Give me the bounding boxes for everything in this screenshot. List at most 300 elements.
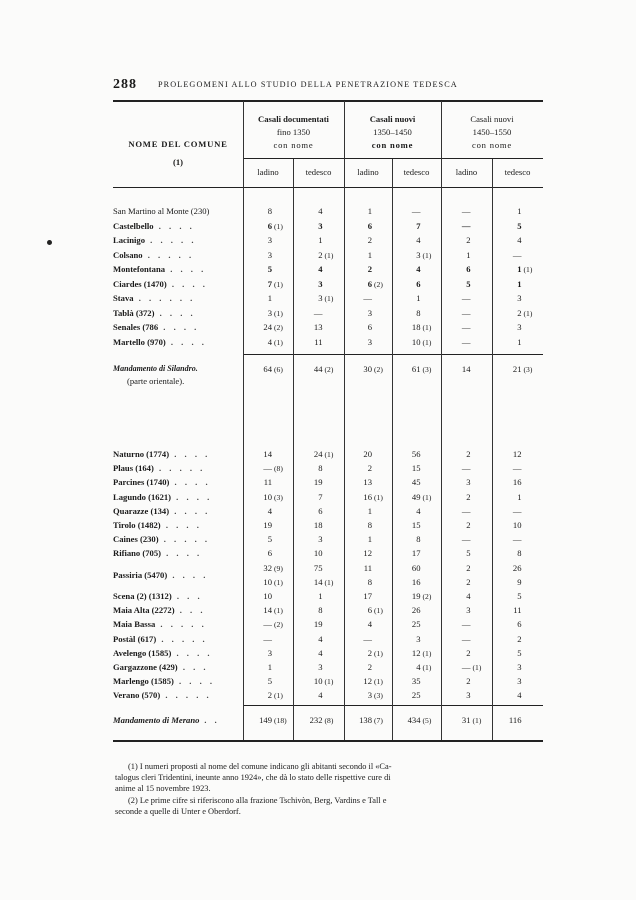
cell-value: 19 bbox=[313, 477, 323, 487]
cell-note: (1) bbox=[324, 450, 334, 459]
cell-value: 2 bbox=[466, 648, 471, 658]
comune-name bbox=[113, 690, 243, 700]
cell-value: 6 bbox=[367, 605, 372, 615]
subtotal1-top-rule bbox=[243, 354, 543, 355]
cell-value: 10 bbox=[263, 577, 272, 587]
cell-value: 1 bbox=[367, 250, 372, 260]
cell-value: 16 bbox=[512, 477, 522, 487]
dot-leader: . . . . bbox=[165, 264, 207, 274]
dot-leader: . . . . . bbox=[158, 534, 211, 544]
footnote-line: seconde a quelle di Unter e Oberdorf. bbox=[115, 807, 241, 816]
footnote-line: anime al 15 novembre 1923. bbox=[115, 784, 211, 793]
comune-name bbox=[113, 477, 243, 487]
cell-note: (1) bbox=[324, 294, 334, 303]
cell-note: (1) bbox=[324, 251, 334, 260]
cell-value: 2 bbox=[466, 563, 471, 573]
cell-value: 3 bbox=[416, 634, 421, 644]
cell-value: — bbox=[461, 337, 471, 347]
cell-value: 14 bbox=[263, 605, 272, 615]
cell-value: 64 bbox=[263, 364, 272, 374]
dot-leader: . . . . . bbox=[160, 690, 212, 700]
comune-name bbox=[113, 605, 243, 615]
cell-value: 6 bbox=[267, 548, 272, 558]
cell-note: (2) bbox=[274, 620, 283, 629]
dot-leader: . . . . bbox=[158, 322, 200, 332]
cell-value: 17 bbox=[411, 548, 421, 558]
cell-value: 149 bbox=[259, 715, 272, 725]
cell-note: (1) bbox=[274, 309, 283, 318]
cell-value: 2 bbox=[517, 634, 522, 644]
cell-value: 13 bbox=[313, 322, 323, 332]
comune-name bbox=[113, 463, 243, 473]
comune-label: Postàl (617) bbox=[113, 634, 157, 644]
cell-value: 17 bbox=[363, 591, 372, 601]
cell-value: 11 bbox=[363, 563, 372, 573]
cell-value: 35 bbox=[411, 676, 421, 686]
cell-value: 2 bbox=[466, 577, 471, 587]
cell-note: (2) bbox=[324, 365, 334, 374]
subtotal1-label: Mandamento di Silandro. bbox=[113, 364, 198, 373]
cell-value: — bbox=[512, 250, 522, 260]
cell-value: 2 bbox=[466, 520, 471, 530]
comune-name bbox=[113, 322, 243, 332]
cell-value: 14 bbox=[263, 449, 272, 459]
cell-note: (1) bbox=[274, 338, 283, 347]
cell-value: 2 bbox=[367, 648, 372, 658]
cell-value: 2 bbox=[267, 690, 272, 700]
cell-value: 18 bbox=[313, 520, 323, 530]
cell-note: (2) bbox=[374, 365, 383, 374]
cell-note: (1) bbox=[422, 663, 432, 672]
cell-note: (1) bbox=[374, 677, 383, 686]
cell-value: 5 bbox=[466, 279, 471, 289]
cell-note: (8) bbox=[274, 464, 283, 473]
cell-value: 3 bbox=[517, 293, 522, 303]
dot-leader: . . . . bbox=[165, 337, 207, 347]
comune-name bbox=[113, 648, 243, 658]
cell-note: (1) bbox=[274, 222, 283, 231]
group2-line3: con nome bbox=[371, 140, 414, 150]
dot-leader: . . . . . bbox=[153, 463, 206, 473]
comune-name bbox=[113, 279, 243, 289]
cell-value: 6 bbox=[466, 264, 471, 274]
header-bottom-rule bbox=[113, 187, 543, 188]
cell-value: — bbox=[461, 293, 471, 303]
cell-value: 1 bbox=[416, 293, 421, 303]
comune-label: Passiria (5470) bbox=[113, 570, 168, 580]
footnote-line: talogus cleri Tridentini, ineunte anno 1924», che dà lo stato delle rispettive cure di bbox=[115, 773, 391, 782]
footnote-line: (2) Le prime cifre si riferiscono alla frazione Tschivòn, Berg, Vardins e Tall e bbox=[128, 796, 387, 805]
col-rule-1 bbox=[243, 101, 244, 740]
cell-value: 8 bbox=[367, 577, 372, 587]
cell-value: 4 bbox=[318, 264, 323, 274]
cell-value: 75 bbox=[313, 563, 323, 573]
dot-leader: . . . . bbox=[171, 648, 213, 658]
cell-value: 45 bbox=[411, 477, 421, 487]
cell-value: 3 bbox=[318, 662, 323, 672]
comune-label: Maia Bassa bbox=[113, 619, 156, 629]
dot-leader: . . . . . bbox=[142, 250, 195, 260]
cell-value: 7 bbox=[267, 279, 272, 289]
comune-label: Parcines (1740) bbox=[113, 477, 170, 487]
comune-name bbox=[113, 634, 243, 644]
dot-leader: . . . . . bbox=[155, 619, 207, 629]
subtotal1-sublabel: (parte orientale). bbox=[127, 376, 185, 386]
col-rule-6 bbox=[492, 159, 493, 740]
cell-note: (2) bbox=[422, 592, 432, 601]
cell-value: 3 bbox=[517, 676, 522, 686]
cell-value: 24 bbox=[263, 322, 272, 332]
cell-value: — bbox=[461, 206, 471, 216]
cell-value: — bbox=[461, 463, 471, 473]
cell-value: 6 bbox=[517, 619, 522, 629]
cell-note: (1) bbox=[422, 323, 432, 332]
cell-value: 3 bbox=[318, 534, 323, 544]
cell-value: 13 bbox=[363, 477, 372, 487]
comune-label: Lagundo (1621) bbox=[113, 492, 172, 502]
cell-value: — bbox=[461, 506, 471, 516]
cell-value: — bbox=[263, 634, 272, 644]
cell-value: 5 bbox=[267, 264, 272, 274]
cell-value: 1 bbox=[367, 206, 372, 216]
group3-line1: Casali nuovi bbox=[470, 114, 514, 124]
comune-name bbox=[113, 506, 243, 516]
cell-value: 3 bbox=[267, 250, 272, 260]
cell-value: — bbox=[461, 662, 471, 672]
cell-value: 15 bbox=[411, 520, 421, 530]
cell-value: 31 bbox=[461, 715, 471, 725]
comune-label: Caines (230) bbox=[113, 534, 159, 544]
cell-value: 5 bbox=[466, 548, 471, 558]
cell-value: 10 bbox=[313, 548, 323, 558]
cell-value: 6 bbox=[416, 279, 421, 289]
col-rule-4 bbox=[392, 159, 393, 740]
cell-value: 3 bbox=[318, 221, 323, 231]
dot-leader: . . . bbox=[177, 662, 209, 672]
comune-name bbox=[113, 308, 243, 318]
dot-leader: . . . . bbox=[153, 221, 195, 231]
subheader-ladino-1: ladino bbox=[257, 167, 279, 177]
cell-value: 30 bbox=[363, 364, 372, 374]
cell-value: — bbox=[461, 221, 471, 231]
cell-note: (5) bbox=[422, 716, 432, 725]
cell-value: 7 bbox=[416, 221, 421, 231]
comune-label: Stava bbox=[113, 293, 134, 303]
cell-value: 20 bbox=[363, 449, 372, 459]
comune-name bbox=[113, 206, 243, 216]
comune-name bbox=[113, 492, 243, 502]
cell-value: 4 bbox=[466, 591, 471, 601]
table-bottom-rule bbox=[113, 740, 543, 742]
cell-value: 116 bbox=[508, 715, 522, 725]
dot-leader: . . . . bbox=[169, 449, 211, 459]
cell-value: 6 bbox=[367, 279, 372, 289]
cell-value: 4 bbox=[517, 235, 522, 245]
dot-leader: . . . . bbox=[169, 477, 211, 487]
cell-note: (1) bbox=[523, 309, 533, 318]
cell-value: 15 bbox=[411, 463, 421, 473]
cell-value: 11 bbox=[513, 605, 522, 615]
comune-label: Mandamento di Merano bbox=[113, 715, 200, 725]
cell-value: 4 bbox=[416, 506, 421, 516]
cell-value: 8 bbox=[517, 548, 522, 558]
cell-note: (1) bbox=[422, 251, 432, 260]
cell-value: 8 bbox=[267, 206, 272, 216]
cell-note: (3) bbox=[523, 365, 533, 374]
cell-value: 8 bbox=[367, 520, 372, 530]
cell-value: 6 bbox=[267, 221, 272, 231]
dot-leader: . . . bbox=[174, 605, 206, 615]
cell-value: 11 bbox=[263, 477, 272, 487]
comune-label: Gargazzone (429) bbox=[113, 662, 178, 672]
col-rule-3 bbox=[344, 101, 345, 740]
cell-value: 4 bbox=[318, 206, 323, 216]
cell-value: 2 bbox=[367, 264, 372, 274]
group3-line3: con nome bbox=[471, 140, 513, 150]
comune-label: Castelbello bbox=[113, 221, 154, 231]
cell-value: 10 bbox=[411, 337, 421, 347]
comune-label: Plaus (164) bbox=[113, 463, 154, 473]
group1-line1: Casali documentati bbox=[258, 114, 329, 124]
comune-name bbox=[113, 264, 243, 274]
dot-leader: . . . . bbox=[167, 570, 209, 580]
cell-note: (7) bbox=[374, 716, 383, 725]
cell-value: 44 bbox=[313, 364, 323, 374]
cell-note: (1) bbox=[274, 280, 283, 289]
comune-name bbox=[113, 662, 243, 672]
cell-value: 12 bbox=[363, 548, 372, 558]
cell-note: (3) bbox=[274, 493, 283, 502]
cell-value: 3 bbox=[466, 690, 471, 700]
dot-leader: . . . . bbox=[154, 308, 196, 318]
cell-value: 1 bbox=[267, 662, 272, 672]
cell-note: (1) bbox=[374, 649, 383, 658]
cell-value: 6 bbox=[367, 221, 372, 231]
comune-name bbox=[113, 235, 243, 245]
subheader-ladino-2: ladino bbox=[357, 167, 379, 177]
cell-value: 14 bbox=[461, 364, 471, 374]
cell-note: (1) bbox=[274, 578, 283, 587]
comune-label: Scena (2) (1312) bbox=[113, 591, 172, 601]
cell-note: (1) bbox=[472, 716, 482, 725]
dot-leader: . . . . bbox=[166, 279, 208, 289]
comune-name bbox=[113, 337, 243, 347]
running-title: PROLEGOMENI ALLO STUDIO DELLA PENETRAZIONE TEDESCA bbox=[158, 80, 458, 89]
cell-note: (2) bbox=[274, 323, 283, 332]
comune-label: Tirolo (1482) bbox=[113, 520, 161, 530]
cell-value: 1 bbox=[517, 492, 522, 502]
cell-value: 25 bbox=[411, 619, 421, 629]
name-column-header: NOME DEL COMUNE bbox=[128, 139, 228, 149]
cell-value: 5 bbox=[267, 534, 272, 544]
comune-name bbox=[113, 676, 243, 686]
comune-label: Verano (570) bbox=[113, 690, 161, 700]
cell-value: 2 bbox=[367, 463, 372, 473]
comune-name bbox=[113, 520, 243, 530]
dot-leader: . . . . bbox=[171, 492, 213, 502]
cell-value: 26 bbox=[411, 605, 421, 615]
group2-line1: Casali nuovi bbox=[369, 114, 416, 124]
cell-value: 1 bbox=[367, 534, 372, 544]
subheader-tedesco-1: tedesco bbox=[305, 167, 332, 177]
cell-value: 434 bbox=[407, 715, 421, 725]
cell-value: 2 bbox=[466, 235, 471, 245]
cell-value: 2 bbox=[367, 235, 372, 245]
cell-value: 8 bbox=[416, 534, 421, 544]
comune-label: Rifiano (705) bbox=[113, 548, 161, 558]
cell-value: 32 bbox=[263, 563, 272, 573]
cell-value: 10 bbox=[263, 492, 272, 502]
cell-value: 1 bbox=[517, 337, 522, 347]
cell-value: 4 bbox=[517, 690, 522, 700]
group-header-rule bbox=[243, 158, 543, 159]
cell-value: 4 bbox=[416, 662, 421, 672]
subtotal2-top-rule bbox=[243, 705, 543, 706]
cell-note: (1) bbox=[274, 691, 283, 700]
cell-value: — bbox=[263, 463, 272, 473]
cell-value: — bbox=[363, 634, 372, 644]
cell-value: 232 bbox=[309, 715, 323, 725]
cell-value: 10 bbox=[263, 591, 272, 601]
cell-value: 3 bbox=[267, 648, 272, 658]
group1-line3: con nome bbox=[273, 140, 314, 150]
cell-value: 19 bbox=[313, 619, 323, 629]
comune-name bbox=[113, 548, 243, 558]
cell-value: 19 bbox=[263, 520, 272, 530]
cell-value: 25 bbox=[411, 690, 421, 700]
cell-value: 24 bbox=[313, 449, 323, 459]
dot-leader: . . . . bbox=[160, 520, 202, 530]
comune-name bbox=[113, 591, 243, 601]
cell-value: 1 bbox=[517, 206, 522, 216]
dot-leader: . . . . bbox=[173, 676, 216, 686]
dot-leader: . . . . bbox=[169, 506, 211, 516]
cell-value: — bbox=[512, 534, 522, 544]
comune-label: Senales (786 bbox=[113, 322, 159, 332]
cell-value: 1 bbox=[318, 235, 323, 245]
cell-value: 5 bbox=[517, 648, 522, 658]
cell-value: — bbox=[461, 308, 471, 318]
cell-value: 8 bbox=[318, 463, 323, 473]
cell-value: — bbox=[461, 619, 471, 629]
cell-value: 3 bbox=[267, 235, 272, 245]
comune-name bbox=[113, 449, 243, 459]
cell-value: 1 bbox=[517, 264, 522, 274]
cell-value: 21 bbox=[512, 364, 522, 374]
cell-note: (1) bbox=[324, 677, 334, 686]
cell-value: 5 bbox=[517, 591, 522, 601]
subheader-tedesco-2: tedesco bbox=[403, 167, 430, 177]
name-column-note: (1) bbox=[172, 157, 184, 167]
cell-value: 3 bbox=[367, 308, 372, 318]
cell-value: 3 bbox=[367, 337, 372, 347]
cell-value: 14 bbox=[313, 577, 323, 587]
cell-note: (1) bbox=[422, 338, 432, 347]
cell-value: 3 bbox=[466, 477, 471, 487]
cell-note: (1) bbox=[374, 606, 383, 615]
cell-note: (9) bbox=[274, 564, 283, 573]
group1-line2: fino 1350 bbox=[276, 127, 311, 137]
cell-value: 12 bbox=[512, 449, 522, 459]
col-rule-2 bbox=[293, 159, 294, 740]
cell-value: — bbox=[363, 293, 372, 303]
dot-leader: . . . . . . bbox=[133, 293, 196, 303]
cell-value: 4 bbox=[267, 506, 272, 516]
table-top-rule bbox=[113, 100, 543, 102]
cell-note: (18) bbox=[274, 716, 287, 725]
dot-leader: . . . . . bbox=[156, 634, 208, 644]
cell-value: 2 bbox=[466, 449, 471, 459]
cell-note: (3) bbox=[422, 365, 432, 374]
cell-value: 19 bbox=[411, 591, 421, 601]
cell-value: 2 bbox=[318, 250, 323, 260]
cell-note: (3) bbox=[374, 691, 383, 700]
cell-note: (1) bbox=[422, 493, 432, 502]
comune-name bbox=[113, 293, 243, 303]
comune-name bbox=[113, 570, 243, 580]
subheader-ladino-3: ladino bbox=[455, 167, 478, 177]
cell-value: 16 bbox=[363, 492, 372, 502]
cell-value: 10 bbox=[313, 676, 323, 686]
cell-value: 3 bbox=[466, 605, 471, 615]
cell-value: — bbox=[461, 322, 471, 332]
comune-label: Quarazze (134) bbox=[113, 506, 170, 516]
cell-value: — bbox=[461, 534, 471, 544]
cell-value: 3 bbox=[517, 662, 522, 672]
cell-value: 1 bbox=[517, 279, 522, 289]
cell-value: 4 bbox=[267, 337, 272, 347]
dot-leader: . . bbox=[199, 715, 221, 725]
cell-note: (1) bbox=[523, 265, 533, 274]
cell-value: 3 bbox=[318, 293, 323, 303]
cell-value: 5 bbox=[517, 221, 522, 231]
cell-value: 1 bbox=[267, 293, 272, 303]
cell-note: (1) bbox=[374, 493, 383, 502]
cell-value: 4 bbox=[416, 264, 421, 274]
comune-label: Martello (970) bbox=[113, 337, 166, 347]
cell-value: — bbox=[512, 506, 522, 516]
cell-value: 12 bbox=[411, 648, 421, 658]
cell-value: 6 bbox=[318, 506, 323, 516]
cell-note: (8) bbox=[324, 716, 334, 725]
cell-value: 16 bbox=[411, 577, 421, 587]
cell-note: (1) bbox=[274, 606, 283, 615]
cell-value: 4 bbox=[416, 235, 421, 245]
cell-value: 2 bbox=[466, 676, 471, 686]
cell-value: 3 bbox=[318, 279, 323, 289]
cell-value: 9 bbox=[517, 577, 522, 587]
cell-value: 49 bbox=[411, 492, 421, 502]
comune-name bbox=[113, 715, 243, 725]
cell-value: — bbox=[411, 206, 421, 216]
ink-dot-mark bbox=[47, 240, 52, 245]
cell-value: 18 bbox=[411, 322, 421, 332]
comune-label: Montefontana bbox=[113, 264, 166, 274]
cell-value: 11 bbox=[314, 337, 323, 347]
comune-name bbox=[113, 221, 243, 231]
comune-label: San Martino al Monte (230) bbox=[113, 206, 210, 216]
cell-value: 8 bbox=[416, 308, 421, 318]
cell-value: 10 bbox=[512, 520, 522, 530]
cell-note: (1) bbox=[324, 578, 334, 587]
cell-value: 2 bbox=[367, 662, 372, 672]
cell-value: 5 bbox=[267, 676, 272, 686]
cell-value: 3 bbox=[517, 322, 522, 332]
dot-leader: . . . . bbox=[160, 548, 203, 558]
cell-value: 2 bbox=[517, 308, 522, 318]
comune-label: Ciardes (1470) bbox=[113, 279, 167, 289]
dot-leader: . . . bbox=[171, 591, 203, 601]
